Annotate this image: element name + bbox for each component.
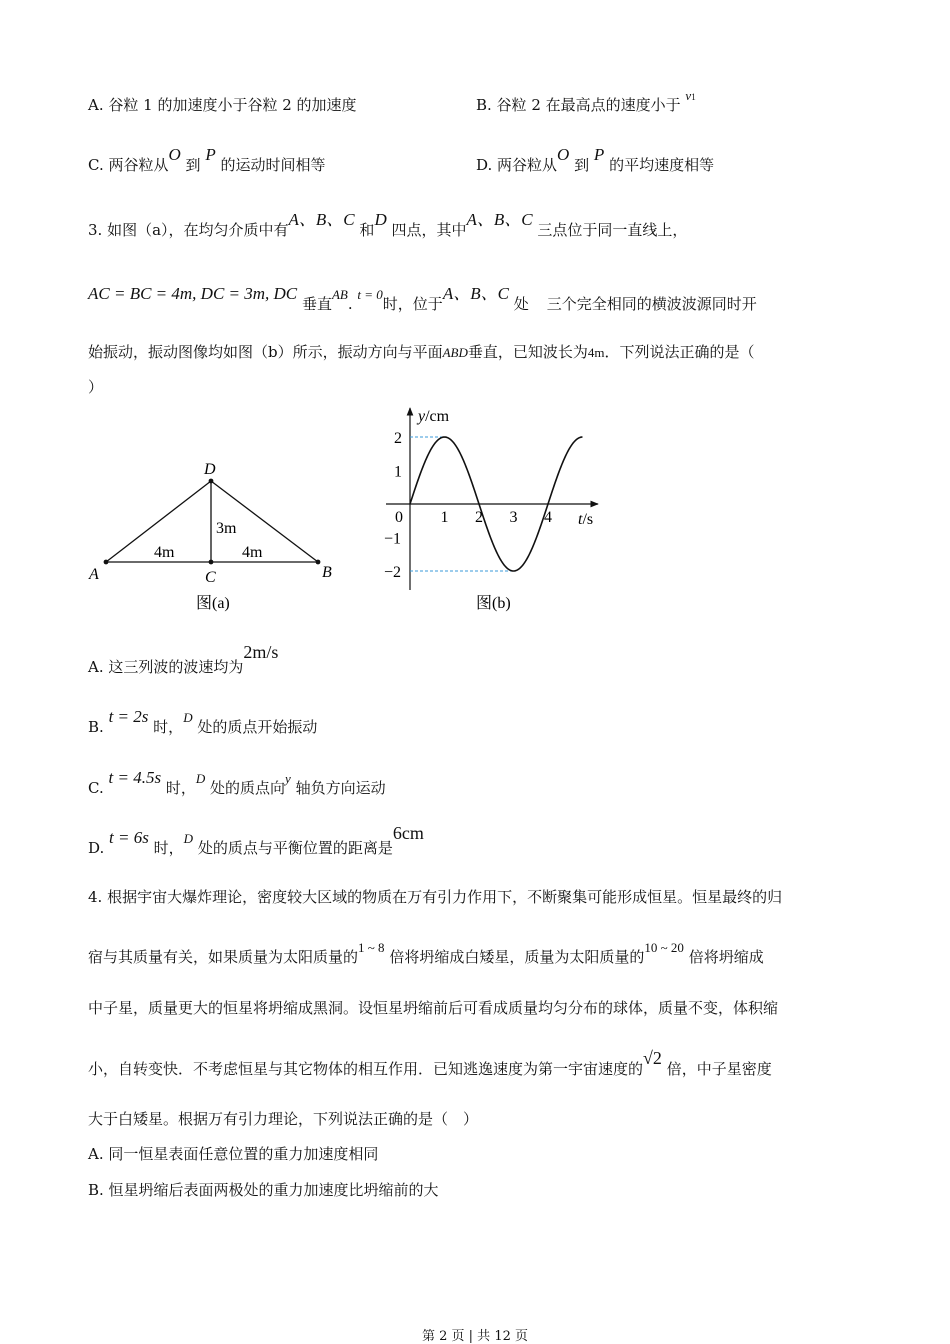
q4-stem-line3: 中子星，质量更大的恒星将坍缩成黑洞。设恒星坍缩前后可看成质量均匀分布的球体，质量不变，体积缩: [88, 999, 779, 1017]
y-tick-label: −2: [384, 564, 402, 581]
q4-option-a: A. 同一恒星表面任意位置的重力加速度相同: [88, 1145, 379, 1163]
x-tick-label: 1: [440, 509, 449, 526]
q2-option-b: B. 谷粒 2 在最高点的速度小于 v1: [476, 88, 696, 114]
label-d: D: [204, 461, 216, 478]
q3-option-a: A. 这三列波的波速均为2m/s: [88, 642, 279, 676]
point-c: [209, 560, 214, 565]
q4-stem-line4: 小，自转变快．不考虑恒星与其它物体的相互作用．已知逃逸速度为第一宇宙速度的√2 倍，中子星密度: [88, 1048, 772, 1078]
x-tick-label: 0: [395, 509, 403, 526]
q3-option-d: D. t = 6s 时，D 处的质点与平衡位置的距离是6cm: [88, 823, 424, 857]
x-tick-label: 4: [544, 509, 552, 526]
label-a: A: [89, 566, 99, 583]
x-tick-label: 2: [475, 509, 483, 526]
point-b: [316, 560, 321, 565]
y-tick-label: 1: [394, 463, 402, 481]
q3-stem-line1: 3. 如图（a），在均匀介质中有A、B、C 和D 四点，其中A、B、C 三点位于同一直线上，: [88, 210, 688, 239]
y-axis-label: y/cm: [418, 408, 450, 425]
q4-stem-line5: 大于白矮星。根据万有引力理论，下列说法正确的是（ ）: [88, 1110, 479, 1128]
q3-stem-line4: ）: [88, 378, 104, 396]
q3-option-c: C. t = 4.5s 时，D 处的质点向y 轴负方向运动: [88, 768, 386, 797]
label-b: B: [322, 564, 332, 581]
q2-option-a: A. 谷粒 1 的加速度小于谷粒 2 的加速度: [88, 96, 357, 114]
x-axis-label: t/s: [578, 511, 594, 528]
page-footer: 第 2 页 | 共 12 页: [422, 1329, 528, 1344]
point-d: [209, 479, 214, 484]
q3-stem-line3: 始振动，振动图像均如图（b）所示，振动方向与平面ABD垂直，已知波长为4m．下列说法正确的是（: [88, 343, 755, 361]
q4-stem-line1: 4. 根据宇宙大爆炸理论，密度较大区域的物质在万有引力作用下，不断聚集可能形成恒星。恒星最终的归: [88, 888, 783, 906]
figure-a-caption: 图(a): [196, 595, 230, 612]
point-a: [104, 560, 109, 565]
q3-option-b: B. t = 2s 时，D 处的质点开始振动: [88, 707, 318, 736]
y-tick-label: 2: [394, 430, 402, 447]
q3-stem-line2: AC = BC = 4m, DC = 3m, DC 垂直AB. t = 0时，位于A、B、C 处 三个完全相同的横波波源同时开: [88, 284, 757, 313]
figure-a-triangle: [80, 455, 350, 620]
figure-b-caption: 图(b): [476, 595, 511, 612]
figure-b-vibration-graph: [370, 400, 620, 620]
y-tick-label: −1: [384, 530, 402, 548]
x-tick-label: 3: [509, 509, 518, 526]
q4-option-b: B. 恒星坍缩后表面两极处的重力加速度比坍缩前的大: [88, 1181, 439, 1199]
q2-option-c: C. 两谷粒从O 到 P 的运动时间相等: [88, 145, 326, 174]
label-ac-length: 4m: [154, 544, 175, 561]
q2-option-d: D. 两谷粒从O 到 P 的平均速度相等: [476, 145, 715, 174]
label-c: C: [205, 569, 216, 586]
label-cb-length: 4m: [242, 544, 263, 561]
q4-stem-line2: 宿与其质量有关，如果质量为太阳质量的1 ~ 8 倍将坍缩成白矮星，质量为太阳质量的10 ~ 20 倍将坍缩成: [88, 940, 764, 966]
label-dc-length: 3m: [216, 520, 237, 537]
